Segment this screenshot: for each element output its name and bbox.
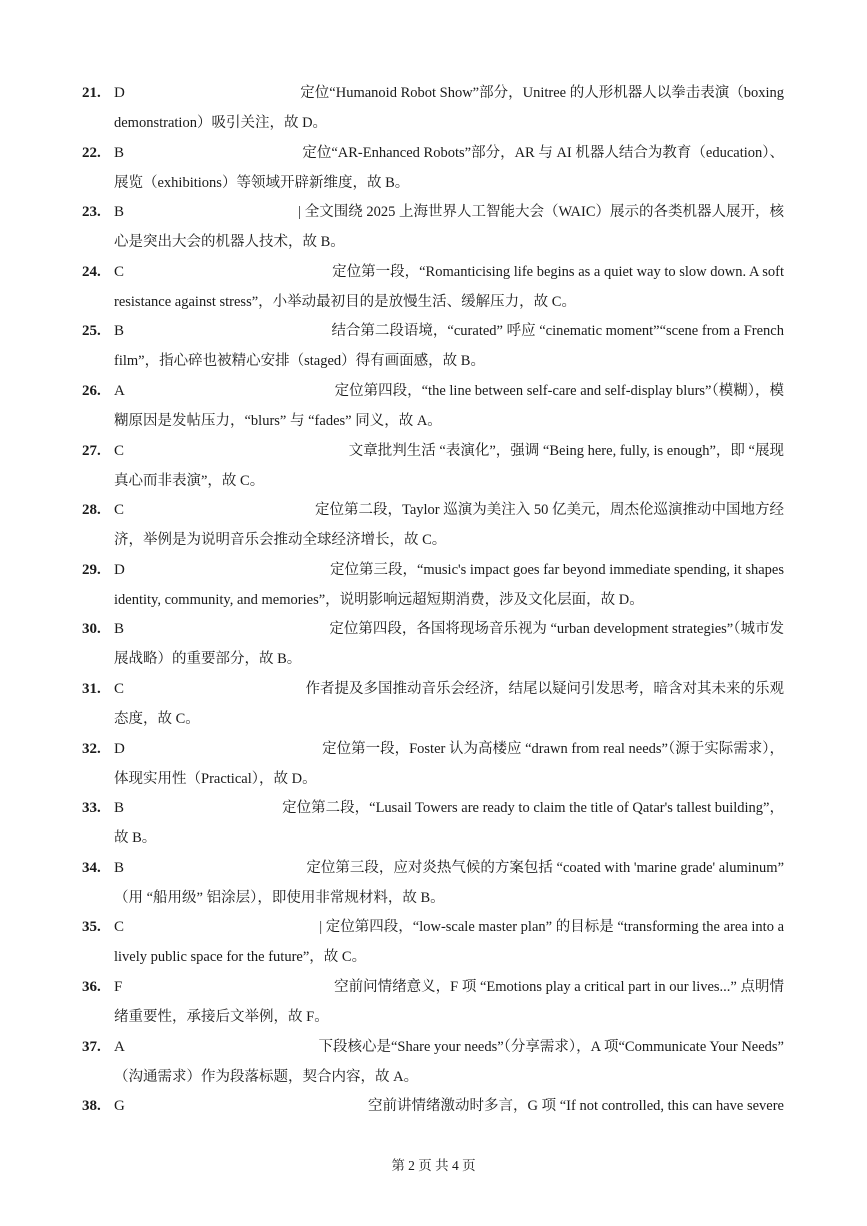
explanation-line-1: 定位“Humanoid Robot Show”部分，Unitree 的人形机器人以拳击表演（boxing — [300, 85, 784, 101]
question-number: 33. — [82, 800, 101, 817]
explanation-line-1: 空前问情绪意义，F 项 “Emotions play a critical part in our lives...” 点明情 — [334, 979, 784, 995]
explanation-line-1: 定位第四段，“the line between self-care and self-display blurs”（模糊），模 — [334, 383, 784, 399]
explanation-line-1: 作者提及多国推动音乐会经济，结尾以疑问引发思考，暗含对其未来的乐观 — [305, 681, 784, 697]
answer-letter: F — [114, 979, 123, 995]
explanation-line-2: film”，指心碎也被精心安排（staged）得有画面感，故 B。 — [114, 353, 485, 370]
answer-letter: D — [114, 85, 125, 101]
answer-letter: D — [114, 740, 125, 757]
answer-letter: B — [114, 800, 125, 817]
question-number: 38. — [82, 1098, 101, 1115]
question-number: 34. — [82, 859, 101, 876]
question-number: 26. — [82, 383, 101, 399]
explanation-line-1: 下段核心是“Share your needs”（分享需求），A 项“Communicate Your Needs” — [318, 1038, 784, 1055]
explanation-line-1: 定位第三段，“music's impact goes far beyond immediate spending, it shapes — [329, 561, 784, 578]
explanation-line-2: 真心而非表演”，故 C。 — [114, 472, 265, 489]
explanation-line-1: 结合第二段语境，“curated” 呼应 “cinematic moment”“scene from a French — [331, 323, 784, 340]
explanation-line-1: 定位第一段，“Romanticising life begins as a quiet way to slow down. A soft — [332, 263, 784, 280]
explanation-line-2: resistance against stress”，小举动最初目的是放慢生活、缓解压力，故 C。 — [114, 293, 576, 310]
explanation-line-2: lively public space for the future”，故 C。 — [114, 949, 367, 966]
question-number: 29. — [82, 561, 101, 578]
answer-letter: C — [114, 442, 125, 459]
explanation-line-2: 糊原因是发帖压力，“blurs” 与 “fades” 同义，故 A。 — [114, 413, 442, 429]
explanation-line-2: （用 “船用级” 铝涂层），即使用非常规材料，故 B。 — [114, 889, 445, 906]
explanation-line-1: 定位第三段，应对炎热气候的方案包括 “coated with 'marine grade' aluminum” — [306, 859, 784, 876]
answer-letter: B — [114, 323, 125, 340]
answer-letter: C — [114, 919, 125, 936]
explanation-line-1: 文章批判生活 “表演化”，强调 “Being here, fully, is enough”，即 “展现 — [348, 442, 784, 459]
answer-letter: B — [114, 204, 125, 221]
explanation-line-2: 态度，故 C。 — [114, 711, 200, 727]
question-number: 31. — [82, 681, 101, 697]
explanation-line-2: 展览（exhibitions）等领域开辟新维度，故 B。 — [114, 174, 410, 191]
question-number: 21. — [82, 85, 101, 101]
explanation-line-1: 定位第一段，Foster 认为高楼应 “drawn from real needs”（源于实际需求）， — [322, 740, 784, 757]
answer-letter: B — [114, 621, 125, 638]
question-number: 37. — [82, 1038, 101, 1055]
question-number: 28. — [82, 502, 101, 519]
question-number: 22. — [82, 144, 101, 161]
explanation-line-2: 展战略）的重要部分，故 B。 — [114, 651, 302, 668]
question-number: 32. — [82, 740, 101, 757]
answer-letter: C — [114, 502, 125, 519]
question-number: 36. — [82, 979, 101, 995]
explanation-line-2: 心是突出大会的机器人技术，故 B。 — [114, 234, 345, 251]
answer-letter: A — [114, 383, 125, 399]
explanation-line-1: 定位第四段，各国将现场音乐视为 “urban development strategies”（城市发 — [329, 621, 784, 638]
explanation-line-2: identity, community, and memories”，说明影响远超短期消费，涉及文化层面，故 D。 — [114, 591, 644, 608]
question-number: 27. — [82, 442, 101, 459]
question-number: 35. — [82, 919, 101, 936]
answer-letter: B — [114, 144, 125, 161]
question-number: 25. — [82, 323, 101, 340]
answer-letter: D — [114, 561, 125, 578]
answer-letter: C — [114, 681, 125, 697]
question-number: 30. — [82, 621, 101, 638]
answer-letter: G — [114, 1098, 125, 1115]
explanation-line-1: 空前讲情绪激动时多言，G 项 “If not controlled, this can have severe — [368, 1098, 784, 1115]
explanation-line-2: demonstration）吸引关注，故 D。 — [114, 115, 328, 131]
question-number: 24. — [82, 263, 101, 280]
explanation-line-2: （沟通需求）作为段落标题，契合内容，故 A。 — [114, 1068, 419, 1085]
explanation-line-1: | 全文围绕 2025 上海世界人工智能大会（WAIC）展示的各类机器人展开，核 — [298, 204, 784, 221]
explanation-line-1: 定位“AR-Enhanced Robots”部分，AR 与 AI 机器人结合为教育（education）、 — [302, 144, 784, 161]
question-number: 23. — [82, 204, 101, 221]
answer-letter: A — [114, 1038, 125, 1055]
explanation-line-2: 绪重要性，承接后文举例，故 F。 — [114, 1009, 329, 1025]
answer-letter: C — [114, 263, 125, 280]
explanation-line-1: 定位第二段，Taylor 巡演为美注入 50 亿美元，周杰伦巡演推动中国地方经 — [314, 502, 784, 519]
explanation-line-2: 济，举例是为说明音乐会推动全球经济增长，故 C。 — [114, 532, 447, 549]
explanation-line-2: 故 B。 — [114, 830, 157, 847]
explanation-line-1: 定位第二段，“Lusail Towers are ready to claim the title of Qatar's tallest building”， — [282, 800, 784, 817]
answer-letter: B — [114, 859, 125, 876]
explanation-line-1: | 定位第四段，“low-scale master plan” 的目标是 “transforming the area into a — [319, 919, 784, 936]
page-footer: 第 2 页 共 4 页 — [391, 1158, 476, 1173]
explanation-line-2: 体现实用性（Practical），故 D。 — [114, 770, 317, 787]
